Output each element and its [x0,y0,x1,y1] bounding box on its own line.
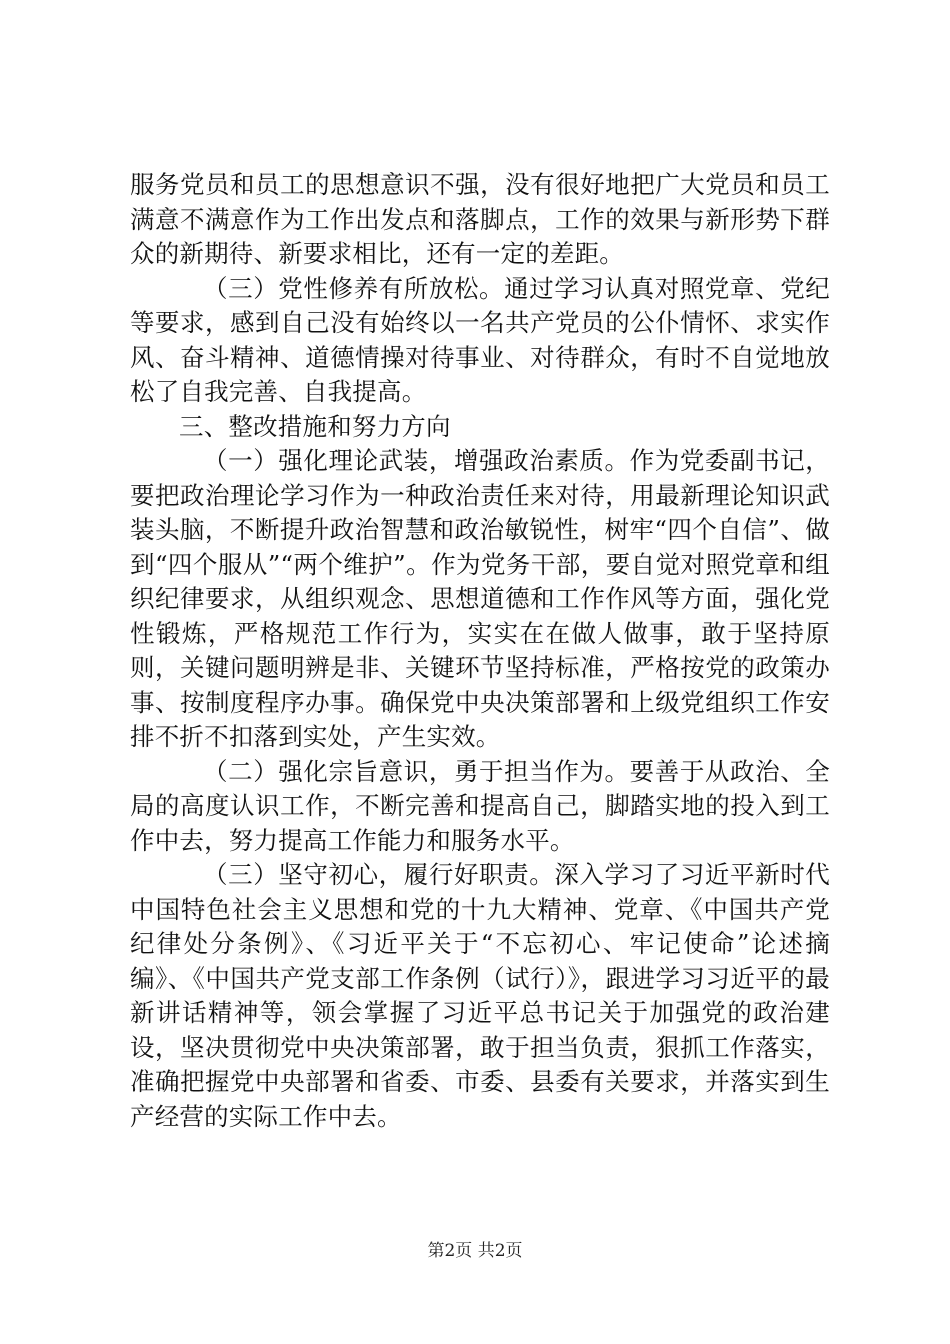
page-footer [0,1240,950,1262]
document-body [130,168,830,1134]
page-number-indicator: 第2页 共2页 [427,1241,523,1261]
section-heading-rectification: 三、整改措施和努力方向 [179,411,451,441]
paragraph-original-aspiration: （三）坚守初心，履行好职责。深入学习了习近平新时代中国特色社会主义思想和党的十九大精神、党章、《中国共产党纪律处分条例》、《习近平关于“不忘初心、牢记使命”论述摘编》、《中国共产党支部工作条例（试行）》，跟进学习习近平的最新讲话精神等，领会掌握了习近平总书记关于加强党的政治建设，坚决贯彻党中央决策部署，敢于担当负责，狠抓工作落实，准确把握党中央部署和省委、市委、县委有关要求，并落实到生产经营的实际工作中去。 [130,860,830,1131]
paragraph-theory-armament: （一）强化理论武装，增强政治素质。作为党委副书记，要把政治理论学习作为一种政治责任来对待，用最新理论知识武装头脑，不断提升政治智慧和政治敏锐性，树牢“四个自信”、做到“四个服从”“两个维护”。作为党务干部，要自觉对照党章和组织纪律要求，从组织观念、思想道德和工作作风等方面，强化党性锻炼，严格规范工作行为，实实在在做人做事，敢于坚持原则，关键问题明辨是非、关键环节坚持标准，严格按党的政策办事、按制度程序办事。确保党中央决策部署和上级党组织工作安排不折不扣落到实处，产生实效。 [130,446,830,751]
paragraph-purpose-awareness: （二）强化宗旨意识，勇于担当作为。要善于从政治、全局的高度认识工作，不断完善和提高自己，脚踏实地的投入到工作中去，努力提高工作能力和服务水平。 [130,756,830,855]
paragraph-service-awareness: 服务党员和员工的思想意识不强，没有很好地把广大党员和员工满意不满意作为工作出发点和落脚点，工作的效果与新形势下群众的新期待、新要求相比，还有一定的差距。 [130,170,830,268]
paragraph-party-spirit: （三）党性修养有所放松。通过学习认真对照党章、党纪等要求，感到自己没有始终以一名共产党员的公仆情怀、求实作风、奋斗精神、道德情操对待事业、对待群众，有时不自觉地放松了自我完善、自我提高。 [130,273,830,406]
